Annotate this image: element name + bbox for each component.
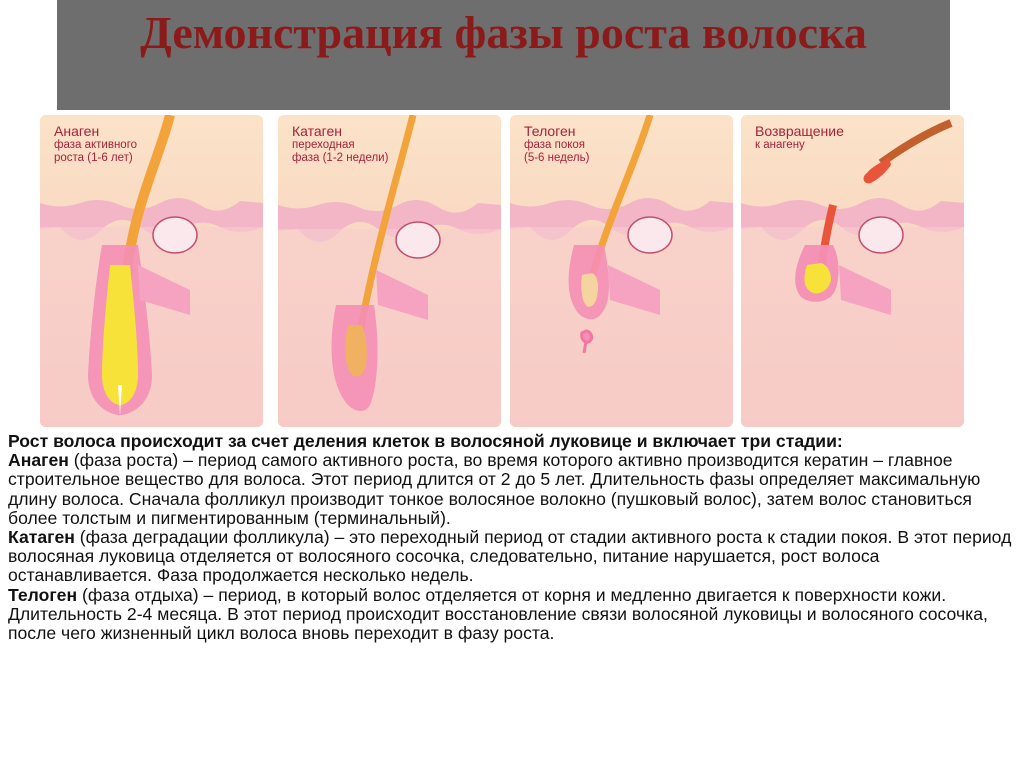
catagen-term: Катаген	[8, 527, 75, 548]
caption-line-3: фаза (1-2 недели)	[292, 152, 389, 164]
caption-line-3: роста (1-6 лет)	[54, 152, 133, 164]
illustration-telogen	[510, 115, 733, 427]
caption-line-2: фаза покоя	[524, 139, 585, 151]
illustration-catagen	[278, 115, 501, 427]
illustration-return-to-anagen	[741, 115, 964, 427]
anagen-paragraph	[8, 451, 1013, 528]
catagen-paragraph	[8, 528, 1013, 586]
telogen-paragraph	[8, 586, 1013, 644]
panel-caption-telogen	[524, 123, 589, 165]
intro-paragraph	[8, 432, 1013, 451]
telogen-description: (фаза отдыха) – период, в который волос отделяется от корня и медленно двигается к поверхности кожи. Длительность 2-4 месяца. В этот период происходит восстановление связи волосяной луковицы и волосяного сосочка, после чего жизненный цикл волоса вновь переходит в фазу роста.	[8, 584, 988, 644]
panel-caption-catagen	[292, 123, 388, 165]
intro-text: Рост волоса происходит за счет деления клеток в волосяной луковице и включает три стадии:	[8, 431, 843, 451]
caption-line-3: (5-6 недель)	[524, 152, 590, 164]
caption-line-1: Анаген	[54, 123, 100, 139]
panel-caption-anagen	[54, 123, 137, 165]
telogen-term: Телоген	[8, 584, 78, 605]
illustration-anagen	[40, 115, 263, 427]
caption-line-1: Возвращение	[755, 123, 844, 139]
description-text	[8, 432, 1013, 643]
caption-line-1: Телоген	[524, 123, 576, 139]
return-to-anagen-drawing	[741, 115, 964, 427]
anagen-description: (фаза роста) – период самого активного роста, во время которого активно производится кератин – главное строительное вещество для волоса. Этот период длится от 2 до 5 лет. Длительность фазы определяет максимальную длину волоса. Сначала фолликул производит тонкое волосяное волокно (пушковый волос), затем волос становиться более толстым и пигментированным (терминальный).	[8, 450, 981, 528]
catagen-description: (фаза деградации фолликула) – это переходный период от стадии активного роста к стадии покоя. В этот период волосяная луковица отделяется от волосяного сосочка, следовательно, питание нарушается, рост волоса останавливается. Фаза продолжается несколько недель.	[8, 527, 1012, 586]
caption-line-1: Катаген	[292, 123, 342, 139]
caption-line-2: к анагену	[755, 139, 805, 151]
slide-title: Демонстрация фазы роста волоска	[140, 7, 867, 58]
panel-caption-return	[755, 123, 844, 152]
caption-line-2: фаза активного	[54, 139, 138, 151]
anagen-term: Анаген	[8, 450, 69, 471]
caption-line-2: переходная	[292, 139, 355, 151]
